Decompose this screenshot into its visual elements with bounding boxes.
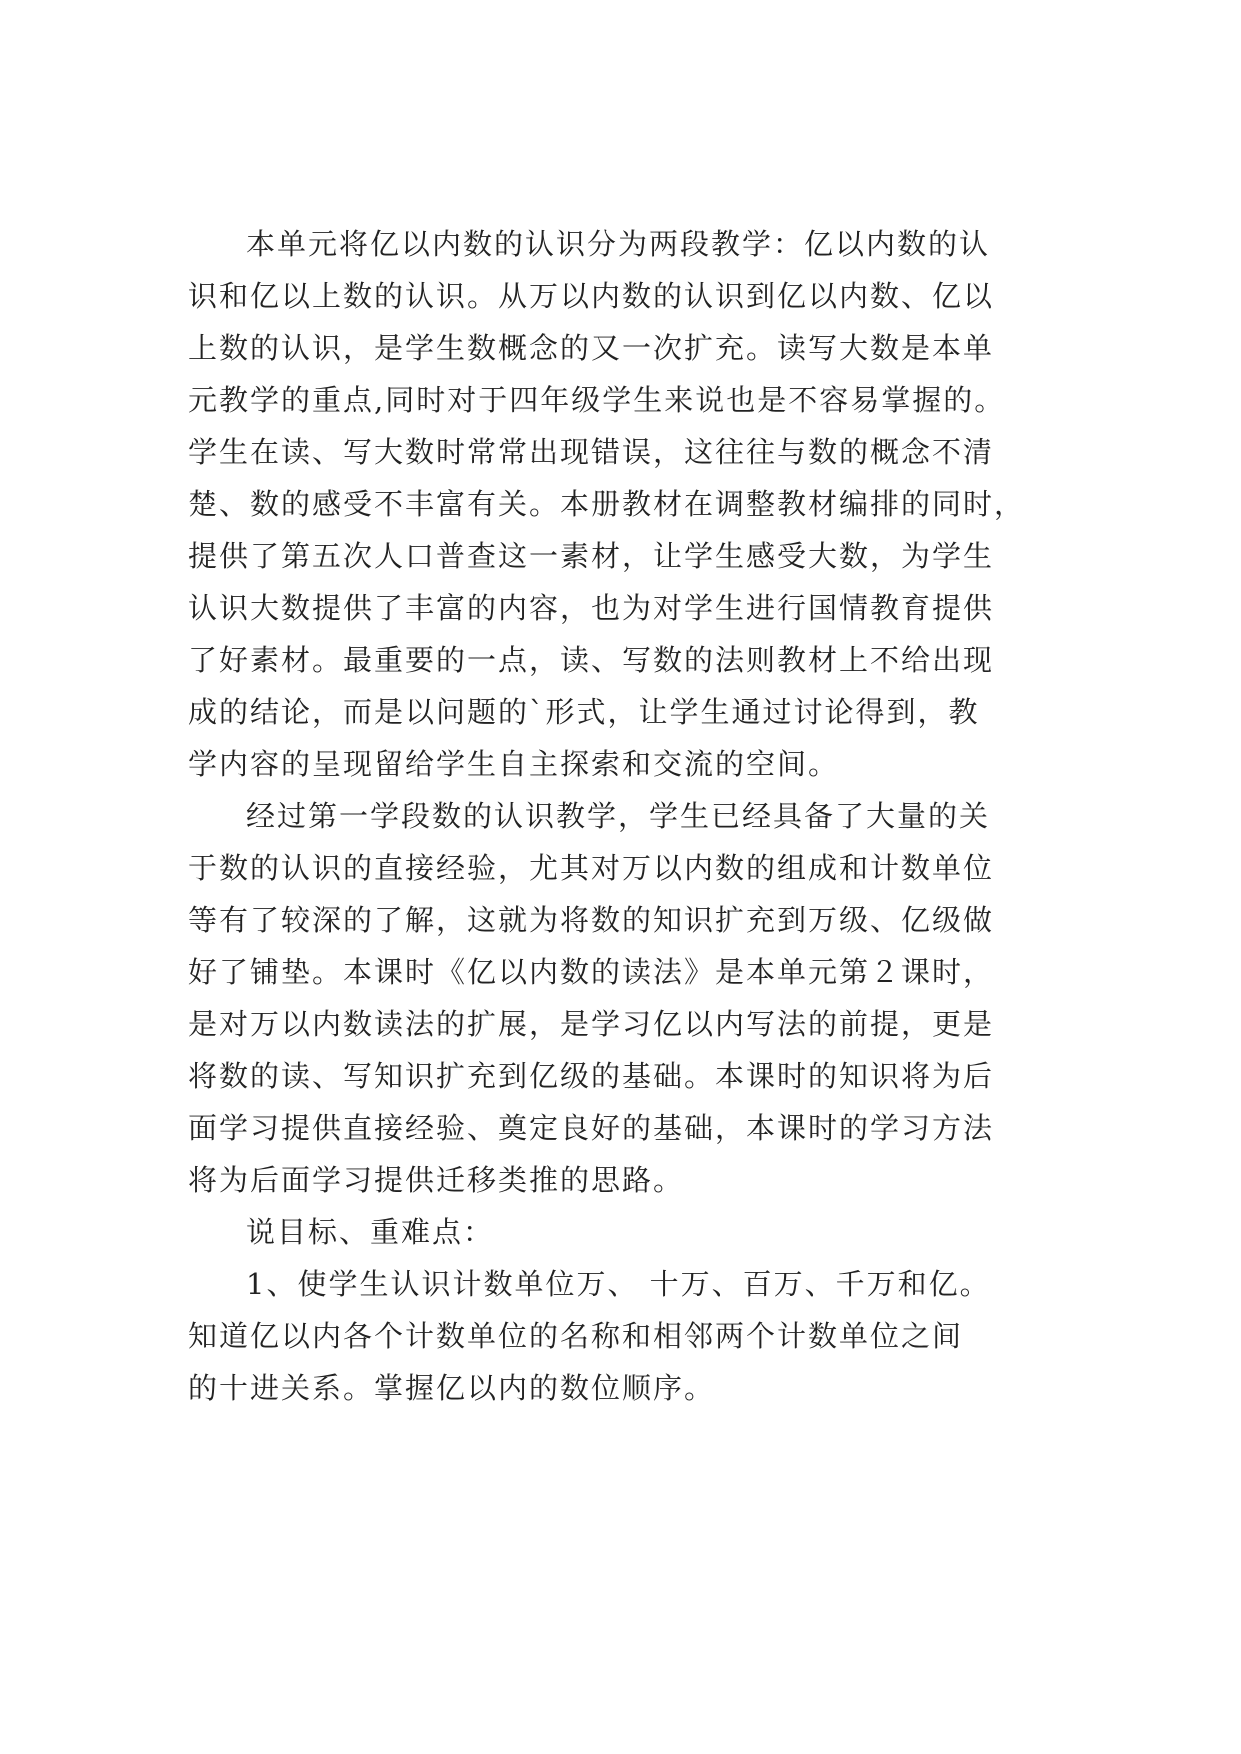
text-line: 识和亿以上数的认识。从万以内数的认识到亿以内数、亿以 <box>188 279 995 313</box>
text-line: 面学习提供直接经验、奠定良好的基础，本课时的学习方法 <box>188 1111 995 1145</box>
text-line: 本单元将亿以内数的认识分为两段教学：亿以内数的认 <box>246 227 991 261</box>
text-line: 于数的认识的直接经验，尤其对万以内数的组成和计数单位 <box>188 851 995 885</box>
text-line: 经过第一学段数的认识教学，学生已经具备了大量的关 <box>246 799 991 833</box>
text-line: 1、使学生认识计数单位万、 十万、百万、千万和亿。 <box>246 1267 991 1301</box>
text-line: 认识大数提供了丰富的内容，也为对学生进行国情教育提供 <box>188 591 995 625</box>
text-line: 元教学的重点,同时对于四年级学生来说也是不容易掌握的。 <box>188 383 1006 417</box>
text-line: 成的结论，而是以问题的`形式，让学生通过讨论得到，教 <box>188 695 980 729</box>
text-line: 知道亿以内各个计数单位的名称和相邻两个计数单位之间 <box>188 1319 964 1353</box>
text-line: 学内容的呈现留给学生自主探索和交流的空间。 <box>188 747 840 781</box>
paragraph-lesson-background <box>188 790 1053 1206</box>
text-line: 提供了第五次人口普查这一素材，让学生感受大数，为学生 <box>188 539 995 573</box>
text-line: 了好素材。最重要的一点，读、写数的法则教材上不给出现 <box>188 643 995 677</box>
text-line: 是对万以内数读法的扩展，是学习亿以内写法的前提，更是 <box>188 1007 995 1041</box>
paragraph-unit-overview <box>188 218 1053 790</box>
document-body <box>188 218 1053 1414</box>
text-line: 学生在读、写大数时常常出现错误，这往往与数的概念不清 <box>188 435 995 469</box>
text-line: 楚、数的感受不丰富有关。本册教材在调整教材编排的同时， <box>188 487 1026 521</box>
section-heading: 说目标、重难点： <box>246 1215 495 1249</box>
text-line: 等有了较深的了解，这就为将数的知识扩充到万级、亿级做 <box>188 903 995 937</box>
text-line: 的十进关系。掌握亿以内的数位顺序。 <box>188 1371 716 1405</box>
text-line: 将数的读、写知识扩充到亿级的基础。本课时的知识将为后 <box>188 1059 995 1093</box>
text-line: 将为后面学习提供迁移类推的思路。 <box>188 1163 685 1197</box>
text-line: 好了铺垫。本课时《亿以内数的读法》是本单元第２课时， <box>188 955 995 989</box>
goal-item-1 <box>188 1258 1053 1414</box>
text-line: 上数的认识，是学生数概念的又一次扩充。读写大数是本单 <box>188 331 995 365</box>
